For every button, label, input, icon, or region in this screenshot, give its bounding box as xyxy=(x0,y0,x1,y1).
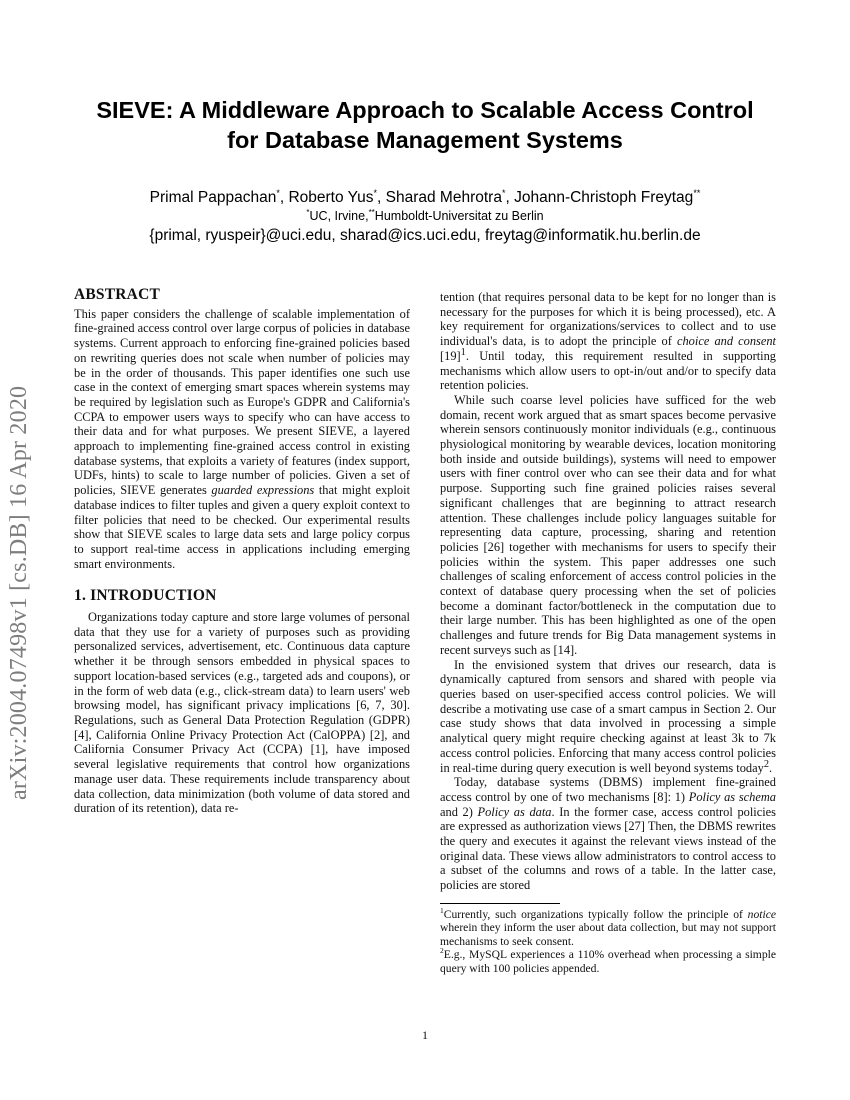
right-paragraph-4-emphasis-2: Policy as data xyxy=(477,804,552,819)
footnote-ref-2: 2 xyxy=(763,758,769,770)
right-paragraph-4-part-2: and 2) xyxy=(440,804,478,819)
right-paragraph-1 xyxy=(440,290,776,393)
right-column xyxy=(440,290,776,975)
right-paragraph-3 xyxy=(440,658,776,776)
paper-title xyxy=(40,95,810,155)
footnote-1-part-1: Currently, such organizations typically follow the principle of xyxy=(443,907,748,921)
affiliation-1: UC, Irvine, xyxy=(309,209,369,223)
arxiv-identifier-stamp: arXiv:2004.07498v1 [cs.DB] 16 Apr 2020 xyxy=(6,385,32,800)
author-4: Johann-Christoph Freytag xyxy=(514,189,694,206)
author-4-mark: ** xyxy=(693,187,701,198)
paper-title-line-1: SIEVE: A Middleware Approach to Scalable Access Control xyxy=(96,97,754,123)
right-paragraph-1-part-2: [19] xyxy=(440,348,461,363)
abstract-text-part-1: This paper considers the challenge of scalable implementation of fine-grained access control over large corpus of policies in database systems. Current approach to enforcing fine-grained policies based on rewriting queries does not scale when number of policies may be in the order of thousands. This paper identifies one such use case in the context of emerging smart spaces wherein systems may be required by legislation such as Europe's GDPR and California's CCPA to empower users ways to specify who can have access to their data and for what purposes. We present SIEVE, a layered approach to implementing fine-grained access control in existing database systems, that exploits a variety of features (index support, UDFs, hints) to scale to large number of policies. Given a set of policies, SIEVE generates xyxy=(74,306,410,498)
affiliation-2: Humboldt-Universitat zu Berlin xyxy=(374,209,544,223)
abstract-emphasis: guarded expressions xyxy=(211,483,315,498)
footnote-divider xyxy=(440,903,560,904)
footnote-ref-1: 1 xyxy=(460,346,466,358)
affiliations xyxy=(40,208,810,224)
author-separator: , xyxy=(505,189,515,206)
abstract-text-part-2: that might exploit database indices to filter tuples and given a query exploit context to filter policies that need to be checked. Our experimental results show that SIEVE scales to large data sets and large policy corpus to support real-time access in applications including emerging smart environments. xyxy=(74,483,411,571)
right-paragraph-3-part-1: In the envisioned system that drives our research, data is dynamically captured from sensors and shared with people via queries based on user-specified access control policies. We will describe a motivating use case of a smart campus in Section 2. Our case study shows that data involved in processing a simple analytical query might require checking against at least 3k to 7k access control policies. Enforcing that many access control policies in real-time during query execution is well beyond systems today xyxy=(440,657,776,775)
right-paragraph-4-part-1: Today, database systems (DBMS) implement fine-grained access control by one of two mechanisms [8]: 1) xyxy=(440,775,776,804)
affiliation-1-mark: * xyxy=(306,207,310,217)
introduction-heading: 1. INTRODUCTION xyxy=(74,587,217,605)
author-2-mark: * xyxy=(373,187,378,198)
right-paragraph-4-emphasis-1: Policy as schema xyxy=(688,789,776,804)
affiliation-2-mark: ** xyxy=(368,207,375,217)
author-3-mark: * xyxy=(501,187,506,198)
author-1: Primal Pappachan xyxy=(149,189,277,206)
footnote-1-part-2: wherein they inform the user about data collection, but may not support mechanisms to seek consent. xyxy=(440,921,776,948)
author-3: Sharad Mehrotra xyxy=(385,189,502,206)
author-separator: , xyxy=(377,189,386,206)
footnote-1-emphasis: notice xyxy=(747,907,776,921)
introduction-paragraph-1: Organizations today capture and store large volumes of personal data that they use for a variety of purposes such as providing personalized services, advertisement, etc. Continuous data capture whether it be through sensors embedded in physical spaces to support location-based services (e.g., targeted ads and coupons), or in the form of web data (e.g., click-stream data) to learn users' web browsing model, has significant privacy implications [6, 7, 30]. Regulations, such as General Data Protection Regulation (GDPR) [4], California Online Privacy Protection Act (CalOPPA) [2], and California Consumer Privacy Act (CCPA) [1], have imposed several legislative requirements that control how organizations manage user data. These requirements include transparency about data collection, data minimization (both volume of data stored and duration of its retention), data re- xyxy=(74,610,410,816)
right-paragraph-3-part-2: . xyxy=(768,760,773,775)
right-paragraph-4-part-3: . In the former case, access control policies are expressed as authorization views [27] Then, the DBMS rewrites the query and executes it against the relevant views instead of the original data. These views allow administrators to control access to a subset of the columns and rows of a table. In the latter case, policies are stored xyxy=(440,804,777,893)
author-emails: {primal, ryuspeir}@uci.edu, sharad@ics.uci.edu, freytag@informatik.hu.berlin.de xyxy=(149,227,701,244)
right-paragraph-1-part-3: . Until today, this requirement resulted in supporting mechanisms which allow users to opt-in/out and/or to specify data retention policies. xyxy=(440,348,776,393)
footnote-1-mark: 1 xyxy=(440,905,444,915)
footnote-2 xyxy=(440,948,776,975)
footnote-2-text: E.g., MySQL experiences a 110% overhead when processing a simple query with 100 policies appended. xyxy=(440,948,776,975)
footnote-1 xyxy=(440,905,776,949)
footnote-2-mark: 2 xyxy=(440,946,444,956)
right-paragraph-4 xyxy=(440,775,776,893)
abstract-heading: ABSTRACT xyxy=(74,286,161,303)
author-list xyxy=(40,188,810,208)
right-paragraph-1-emphasis: choice and consent xyxy=(676,334,777,349)
left-column xyxy=(74,288,410,816)
author-separator: , xyxy=(279,189,289,206)
paper-title-line-2: for Database Management Systems xyxy=(227,127,623,153)
right-paragraph-1-part-1: tention (that requires personal data to be kept for no longer than is necessary for the purposes for which it is being processed), etc. A key requirement for organizations/services to collect and to use individual's data, is to adopt the principle of xyxy=(440,290,776,349)
right-paragraph-2: While such coarse level policies have sufficed for the web domain, recent work argued that as smart spaces become pervasive wherein sensors continuously monitor individuals (e.g., continuous physiological monitoring by wearable devices, location monitoring both inside and outside buildings), systems will need to empower users with finer control over who can see their data and for what purpose. Supporting such fine grained policies raises several significant challenges that are beginning to attract research attention. These challenges include policy languages suitable for representing data capture, processing, sharing and retention policies [26] together with mechanisms for users to specify their policies within the system. This paper addresses one such challenges of scaling enforcement of access control policies in the context of database query processing when the set of policies become a dominant factor/bottleneck in the computation due to their large number. This has been highlighted as one of the open challenges and future trends for Big Data management systems in recent surveys such as [14]. xyxy=(440,392,776,657)
author-2: Roberto Yus xyxy=(288,189,374,206)
abstract-paragraph xyxy=(74,307,410,572)
page-number: 1 xyxy=(422,1028,428,1042)
author-1-mark: * xyxy=(276,187,280,198)
